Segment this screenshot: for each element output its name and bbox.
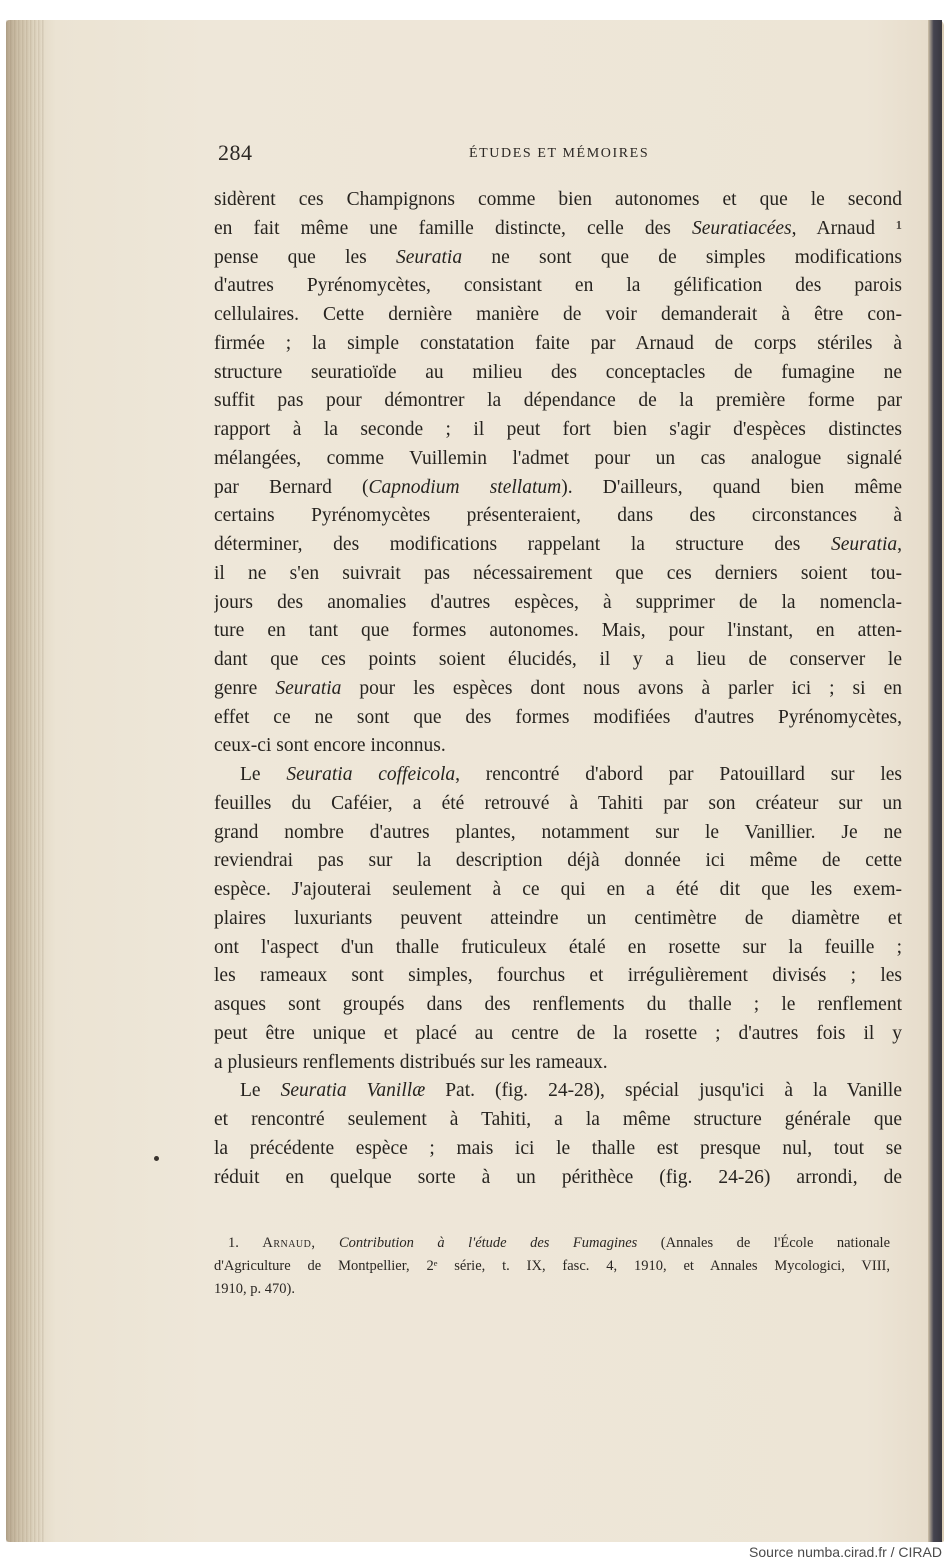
text-line: sidèrent ces Champignons comme bien autonomes et que le second bbox=[214, 189, 902, 210]
text-line: espèce. J'ajouterai seulement à ce qui en a été dit que les exem- bbox=[214, 879, 902, 900]
text-line: suffit pas pour démontrer la dépendance de la première forme par bbox=[214, 390, 902, 412]
footnote-title: Contribution à l'étude des Fumagines bbox=[338, 1235, 638, 1251]
source-credit: Source numba.cirad.fr / CIRAD bbox=[749, 1544, 942, 1560]
text-line: structure seuratioïde au milieu des conceptacles de fumagine ne bbox=[214, 361, 902, 383]
text-line: les rameaux sont simples, fourchus et irrégulièrement divisés ; les bbox=[214, 965, 902, 987]
text-line: ceux-ci sont encore inconnus. bbox=[214, 735, 446, 757]
text-line: rapport à la seconde ; il peut fort bien s'agir d'espèces distinctes bbox=[214, 419, 902, 440]
text-line: feuilles du Caféier, a été retrouvé à Tahiti par son créateur sur un bbox=[214, 792, 902, 814]
text-line: mélangées, comme Vuillemin l'admet pour un cas analogue signalé bbox=[214, 447, 902, 469]
text-line: la précédente espèce ; mais ici le thalle est presque nul, tout se bbox=[214, 1137, 902, 1159]
margin-dot bbox=[154, 1156, 159, 1161]
footnote-line bbox=[214, 1232, 890, 1255]
footnote bbox=[214, 1232, 890, 1301]
text-line: cellulaires. Cette dernière manière de voir demanderait à être con- bbox=[214, 304, 902, 325]
footnote-number: 1. bbox=[228, 1235, 239, 1251]
text-line: grand nombre d'autres plantes, notamment sur le Vanillier. Je ne bbox=[214, 821, 902, 843]
text-line: réduit en quelque sorte à un périthèce (fig. 24-26) arrondi, de bbox=[214, 1166, 902, 1188]
text-line: déterminer, des modifications rappelant la structure des Seuratia, bbox=[214, 534, 902, 555]
text-line: d'autres Pyrénomycètes, consistant en la gélification des parois bbox=[214, 275, 902, 297]
book-edge-right bbox=[928, 20, 942, 1542]
text-line: a plusieurs renflements distribués sur les rameaux. bbox=[214, 1051, 608, 1073]
footnote-text: (Annales de l'École nationale bbox=[660, 1235, 890, 1251]
text-line: effet ce ne sont que des formes modifiées d'autres Pyrénomycètes, bbox=[214, 706, 902, 728]
page-header bbox=[214, 140, 904, 170]
text-line: genre Seuratia pour les espèces dont nous avons à parler ici ; si en bbox=[214, 677, 902, 699]
text-line: Le Seuratia coffeicola, rencontré d'abord par Patouillard sur les bbox=[240, 764, 902, 785]
text-line: jours des anomalies d'autres espèces, à supprimer de la nomencla- bbox=[214, 591, 902, 613]
text-line: Le Seuratia Vanillæ Pat. (fig. 24-28), spécial jusqu'ici à la Vanille bbox=[240, 1080, 902, 1102]
footnote-line: d'Agriculture de Montpellier, 2ᵉ série, t. IX, fasc. 4, 1910, et Annales Mycologici, VIII, bbox=[214, 1258, 890, 1274]
text-line: asques sont groupés dans des renflements du thalle ; le renflement bbox=[214, 994, 902, 1015]
running-title: ÉTUDES ET MÉMOIRES bbox=[469, 146, 650, 161]
body-text bbox=[214, 186, 902, 1192]
text-line: et rencontré seulement à Tahiti, a la même structure générale que bbox=[214, 1109, 902, 1130]
text-line: reviendrai pas sur la description déjà donnée ici même de cette bbox=[214, 850, 902, 872]
footnote-line: 1910, p. 470). bbox=[214, 1281, 295, 1297]
text-line: plaires luxuriants peuvent atteindre un centimètre de diamètre et bbox=[214, 907, 902, 929]
text-line: ont l'aspect d'un thalle fruticuleux étalé en rosette sur la feuille ; bbox=[214, 936, 902, 958]
page-number: 284 bbox=[218, 140, 253, 165]
text-line: en fait même une famille distincte, celle des Seuratiacées, Arnaud ¹ bbox=[214, 217, 902, 239]
text-line: dant que ces points soient élucidés, il y a lieu de conserver le bbox=[214, 649, 902, 670]
text-line: par Bernard (Capnodium stellatum). D'ailleurs, quand bien même bbox=[214, 476, 902, 498]
text-line: firmée ; la simple constatation faite par Arnaud de corps stériles à bbox=[214, 332, 902, 354]
text-line: peut être unique et placé au centre de la rosette ; d'autres fois il y bbox=[214, 1022, 902, 1044]
text-line: il ne s'en suivrait pas nécessairement que ces derniers soient tou- bbox=[214, 562, 902, 584]
text-line: certains Pyrénomycètes présenteraient, dans des circonstances à bbox=[214, 505, 902, 527]
text-line: pense que les Seuratia ne sont que de simples modifications bbox=[214, 246, 902, 268]
text-line: ture en tant que formes autonomes. Mais, pour l'instant, en atten- bbox=[214, 620, 902, 642]
footnote-author: Arnaud, bbox=[262, 1235, 316, 1251]
